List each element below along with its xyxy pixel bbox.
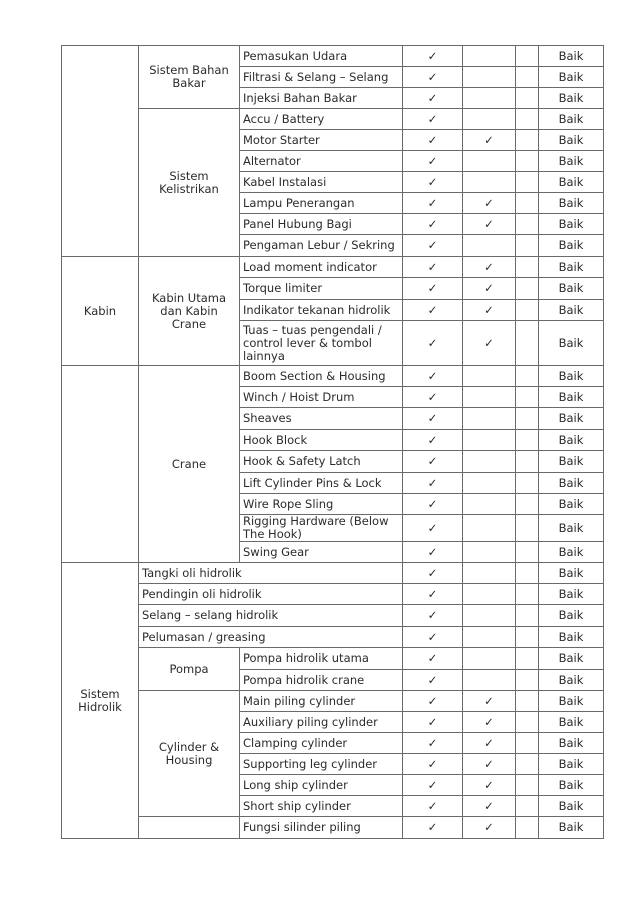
item-label: Alternator — [240, 151, 403, 172]
subgroup-label: Kabin Utama dan Kabin Crane — [139, 257, 240, 366]
check-column-2 — [463, 151, 516, 172]
spacer-cell — [516, 712, 539, 733]
spacer-cell — [516, 151, 539, 172]
spacer-cell — [516, 321, 539, 366]
check-column-2 — [463, 563, 516, 584]
check-mark-icon: ✓ — [403, 648, 463, 670]
result-status: Baik — [539, 214, 604, 235]
table-row — [62, 817, 604, 839]
result-status: Baik — [539, 754, 604, 775]
spacer-cell — [516, 733, 539, 754]
table-row — [62, 605, 604, 627]
item-label: Kabel Instalasi — [240, 172, 403, 193]
spacer-cell — [516, 775, 539, 796]
table-row — [62, 691, 604, 712]
spacer-cell — [516, 691, 539, 712]
spacer-cell — [516, 430, 539, 451]
check-mark-icon: ✓ — [463, 214, 516, 235]
item-label: Auxiliary piling cylinder — [240, 712, 403, 733]
check-column-2 — [463, 366, 516, 387]
item-label: Clamping cylinder — [240, 733, 403, 754]
check-column-2 — [463, 670, 516, 691]
check-mark-icon: ✓ — [403, 46, 463, 67]
item-label: Winch / Hoist Drum — [240, 387, 403, 408]
check-mark-icon: ✓ — [403, 563, 463, 584]
check-mark-icon: ✓ — [403, 214, 463, 235]
check-column-2 — [463, 172, 516, 193]
result-status: Baik — [539, 542, 604, 563]
result-status: Baik — [539, 88, 604, 109]
section-label — [62, 46, 139, 257]
check-mark-icon: ✓ — [403, 109, 463, 130]
check-mark-icon: ✓ — [463, 130, 516, 151]
table-row — [62, 627, 604, 648]
table-row — [62, 366, 604, 387]
item-label: Swing Gear — [240, 542, 403, 563]
check-column-2 — [463, 473, 516, 494]
check-mark-icon: ✓ — [463, 300, 516, 321]
table-row — [62, 648, 604, 670]
check-mark-icon: ✓ — [463, 733, 516, 754]
check-column-2 — [463, 584, 516, 605]
check-column-2 — [463, 430, 516, 451]
check-mark-icon: ✓ — [403, 670, 463, 691]
result-status: Baik — [539, 817, 604, 839]
item-label: Pemasukan Udara — [240, 46, 403, 67]
check-mark-icon: ✓ — [403, 494, 463, 515]
check-mark-icon: ✓ — [403, 515, 463, 542]
item-label: Panel Hubung Bagi — [240, 214, 403, 235]
result-status: Baik — [539, 430, 604, 451]
item-label: Lampu Penerangan — [240, 193, 403, 214]
item-label: Hook & Safety Latch — [240, 451, 403, 473]
item-label: Torque limiter — [240, 278, 403, 300]
result-status: Baik — [539, 563, 604, 584]
spacer-cell — [516, 451, 539, 473]
check-mark-icon: ✓ — [403, 193, 463, 214]
check-mark-icon: ✓ — [463, 691, 516, 712]
inspection-checklist-table — [61, 45, 604, 839]
item-label: Selang – selang hidrolik — [139, 605, 403, 627]
result-status: Baik — [539, 691, 604, 712]
item-label: Supporting leg cylinder — [240, 754, 403, 775]
item-label: Hook Block — [240, 430, 403, 451]
check-mark-icon: ✓ — [403, 754, 463, 775]
check-column-2 — [463, 46, 516, 67]
item-label: Motor Starter — [240, 130, 403, 151]
item-label: Indikator tekanan hidrolik — [240, 300, 403, 321]
check-column-2 — [463, 648, 516, 670]
check-mark-icon: ✓ — [403, 542, 463, 563]
subgroup-label: Crane — [139, 366, 240, 563]
table-row — [62, 563, 604, 584]
subgroup-label: Sistem Bahan Bakar — [139, 46, 240, 109]
check-column-2 — [463, 627, 516, 648]
check-mark-icon: ✓ — [463, 278, 516, 300]
result-status: Baik — [539, 46, 604, 67]
check-mark-icon: ✓ — [463, 775, 516, 796]
check-mark-icon: ✓ — [463, 796, 516, 817]
check-mark-icon: ✓ — [403, 796, 463, 817]
spacer-cell — [516, 563, 539, 584]
check-mark-icon: ✓ — [403, 775, 463, 796]
check-mark-icon: ✓ — [403, 366, 463, 387]
item-label: Lift Cylinder Pins & Lock — [240, 473, 403, 494]
check-mark-icon: ✓ — [403, 627, 463, 648]
check-mark-icon: ✓ — [463, 712, 516, 733]
check-mark-icon: ✓ — [403, 321, 463, 366]
check-mark-icon: ✓ — [403, 387, 463, 408]
result-status: Baik — [539, 627, 604, 648]
result-status: Baik — [539, 387, 604, 408]
check-column-2 — [463, 387, 516, 408]
check-mark-icon: ✓ — [463, 754, 516, 775]
item-label: Wire Rope Sling — [240, 494, 403, 515]
result-status: Baik — [539, 494, 604, 515]
spacer-cell — [516, 67, 539, 88]
check-mark-icon: ✓ — [403, 451, 463, 473]
table-row — [62, 46, 604, 67]
item-label: Boom Section & Housing — [240, 366, 403, 387]
check-mark-icon: ✓ — [403, 300, 463, 321]
check-mark-icon: ✓ — [403, 605, 463, 627]
check-mark-icon: ✓ — [403, 817, 463, 839]
spacer-cell — [516, 754, 539, 775]
spacer-cell — [516, 473, 539, 494]
check-mark-icon: ✓ — [463, 193, 516, 214]
spacer-cell — [516, 627, 539, 648]
spacer-cell — [516, 796, 539, 817]
check-mark-icon: ✓ — [403, 67, 463, 88]
check-mark-icon: ✓ — [403, 408, 463, 430]
result-status: Baik — [539, 130, 604, 151]
check-column-2 — [463, 88, 516, 109]
check-mark-icon: ✓ — [403, 278, 463, 300]
item-label: Injeksi Bahan Bakar — [240, 88, 403, 109]
result-status: Baik — [539, 151, 604, 172]
item-label: Short ship cylinder — [240, 796, 403, 817]
subgroup-label: Cylinder & Housing — [139, 691, 240, 817]
spacer-cell — [516, 214, 539, 235]
section-label — [62, 366, 139, 563]
item-label: Pelumasan / greasing — [139, 627, 403, 648]
table-row — [62, 109, 604, 130]
check-mark-icon: ✓ — [463, 257, 516, 278]
spacer-cell — [516, 278, 539, 300]
check-mark-icon: ✓ — [463, 321, 516, 366]
check-mark-icon: ✓ — [403, 473, 463, 494]
result-status: Baik — [539, 67, 604, 88]
spacer-cell — [516, 130, 539, 151]
result-status: Baik — [539, 408, 604, 430]
item-label: Main piling cylinder — [240, 691, 403, 712]
subgroup-label — [139, 817, 240, 839]
check-mark-icon: ✓ — [403, 88, 463, 109]
check-mark-icon: ✓ — [403, 257, 463, 278]
spacer-cell — [516, 172, 539, 193]
check-column-2 — [463, 515, 516, 542]
check-mark-icon: ✓ — [403, 172, 463, 193]
spacer-cell — [516, 605, 539, 627]
item-label: Rigging Hardware (Below The Hook) — [240, 515, 403, 542]
result-status: Baik — [539, 648, 604, 670]
subgroup-label: Sistem Kelistrikan — [139, 109, 240, 257]
check-mark-icon: ✓ — [403, 430, 463, 451]
check-mark-icon: ✓ — [463, 817, 516, 839]
check-mark-icon: ✓ — [403, 235, 463, 257]
section-label: Sistem Hidrolik — [62, 563, 139, 839]
check-mark-icon: ✓ — [403, 151, 463, 172]
result-status: Baik — [539, 733, 604, 754]
result-status: Baik — [539, 172, 604, 193]
check-column-2 — [463, 109, 516, 130]
result-status: Baik — [539, 605, 604, 627]
spacer-cell — [516, 408, 539, 430]
section-label: Kabin — [62, 257, 139, 366]
result-status: Baik — [539, 796, 604, 817]
spacer-cell — [516, 387, 539, 408]
result-status: Baik — [539, 278, 604, 300]
spacer-cell — [516, 542, 539, 563]
result-status: Baik — [539, 451, 604, 473]
item-label: Long ship cylinder — [240, 775, 403, 796]
table-row — [62, 584, 604, 605]
result-status: Baik — [539, 473, 604, 494]
spacer-cell — [516, 648, 539, 670]
result-status: Baik — [539, 515, 604, 542]
result-status: Baik — [539, 584, 604, 605]
result-status: Baik — [539, 235, 604, 257]
subgroup-label: Pompa — [139, 648, 240, 691]
check-column-2 — [463, 67, 516, 88]
check-mark-icon: ✓ — [403, 712, 463, 733]
spacer-cell — [516, 817, 539, 839]
result-status: Baik — [539, 300, 604, 321]
check-mark-icon: ✓ — [403, 584, 463, 605]
table-row — [62, 257, 604, 278]
check-column-2 — [463, 605, 516, 627]
spacer-cell — [516, 366, 539, 387]
spacer-cell — [516, 670, 539, 691]
spacer-cell — [516, 257, 539, 278]
spacer-cell — [516, 88, 539, 109]
check-column-2 — [463, 451, 516, 473]
item-label: Filtrasi & Selang – Selang — [240, 67, 403, 88]
check-mark-icon: ✓ — [403, 130, 463, 151]
result-status: Baik — [539, 775, 604, 796]
result-status: Baik — [539, 321, 604, 366]
item-label: Pompa hidrolik utama — [240, 648, 403, 670]
check-column-2 — [463, 542, 516, 563]
check-column-2 — [463, 235, 516, 257]
spacer-cell — [516, 300, 539, 321]
result-status: Baik — [539, 366, 604, 387]
item-label: Pompa hidrolik crane — [240, 670, 403, 691]
item-label: Sheaves — [240, 408, 403, 430]
item-label: Accu / Battery — [240, 109, 403, 130]
check-mark-icon: ✓ — [403, 691, 463, 712]
spacer-cell — [516, 109, 539, 130]
result-status: Baik — [539, 257, 604, 278]
result-status: Baik — [539, 109, 604, 130]
spacer-cell — [516, 235, 539, 257]
spacer-cell — [516, 46, 539, 67]
spacer-cell — [516, 584, 539, 605]
spacer-cell — [516, 515, 539, 542]
result-status: Baik — [539, 193, 604, 214]
spacer-cell — [516, 494, 539, 515]
check-column-2 — [463, 494, 516, 515]
spacer-cell — [516, 193, 539, 214]
item-label: Tangki oli hidrolik — [139, 563, 403, 584]
item-label: Load moment indicator — [240, 257, 403, 278]
check-mark-icon: ✓ — [403, 733, 463, 754]
result-status: Baik — [539, 712, 604, 733]
item-label: Fungsi silinder piling — [240, 817, 403, 839]
item-label: Tuas – tuas pengendali / control lever & tombol lainnya — [240, 321, 403, 366]
item-label: Pengaman Lebur / Sekring — [240, 235, 403, 257]
item-label: Pendingin oli hidrolik — [139, 584, 403, 605]
result-status: Baik — [539, 670, 604, 691]
check-column-2 — [463, 408, 516, 430]
